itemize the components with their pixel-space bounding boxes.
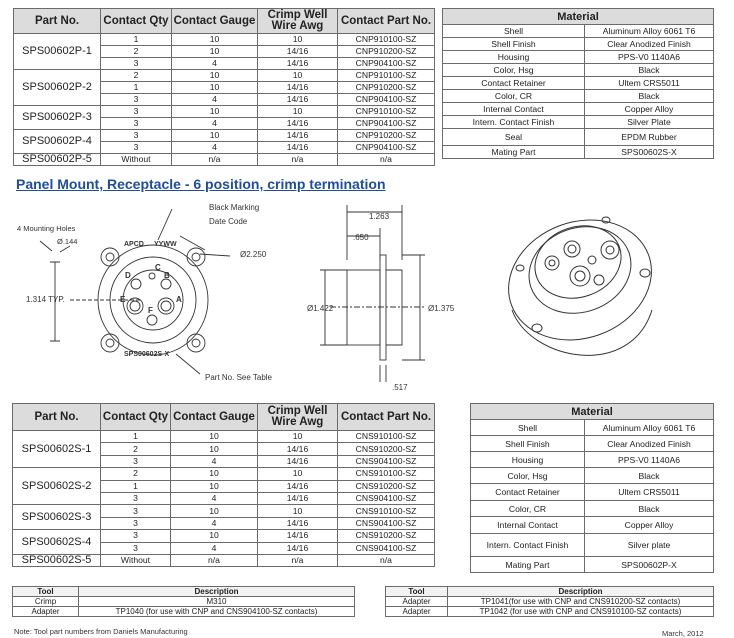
- mounting-holes-label: 4 Mounting Holes: [17, 224, 76, 233]
- material-property: Shell: [471, 420, 585, 436]
- contact-qty-cell: 3: [101, 542, 171, 554]
- material-property: Color, Hsg: [443, 64, 585, 77]
- material-value: Black: [585, 90, 714, 103]
- contact-gauge-cell: 10: [171, 443, 258, 455]
- contact-d: [131, 279, 141, 289]
- contact-gauge-cell: 10: [172, 46, 258, 58]
- crimp-well-cell: 10: [258, 106, 338, 118]
- table-row: [13, 554, 435, 566]
- dim-650: .650: [353, 233, 369, 242]
- crimp-well-cell: 14/16: [258, 46, 338, 58]
- contact-part-no-cell: CNS910200-SZ: [338, 443, 435, 455]
- material-row: [471, 436, 714, 452]
- tool-header: Tool: [13, 587, 79, 597]
- contact-gauge-cell: n/a: [172, 154, 258, 166]
- contact-qty-cell: 3: [101, 505, 171, 517]
- tool-table-left: [12, 586, 355, 617]
- typ-dimension: 1.314 TYP.: [26, 295, 65, 304]
- hole-dia-label: Ø.144: [57, 237, 78, 246]
- tool-name: Adapter: [13, 607, 79, 617]
- receptacle-body: [347, 270, 380, 345]
- table-row: [14, 130, 435, 142]
- outer-dia-label: Ø2.250: [240, 250, 267, 259]
- part-number-cell: SPS00602P-3: [14, 106, 101, 130]
- contact-part-no-cell: CNS910200-SZ: [338, 480, 435, 492]
- front-view-drawing: [0, 196, 300, 396]
- contact-gauge-cell: 10: [171, 468, 258, 480]
- part-number-cell: SPS00602S-1: [13, 431, 101, 468]
- material-property: Internal Contact: [471, 517, 585, 534]
- material-property: Color, Hsg: [471, 468, 585, 484]
- contact-part-no-cell: CNP910100-SZ: [338, 106, 435, 118]
- crimp-well-cell: 14/16: [258, 443, 338, 455]
- pin-label-e: E: [120, 295, 126, 304]
- crimp-well-cell: 14/16: [258, 118, 338, 130]
- material-table-receptacle: [470, 403, 714, 573]
- material-property: Mating Part: [471, 557, 585, 573]
- material-value: SPS00602S-X: [585, 146, 714, 159]
- header-crimp-well: [258, 9, 338, 34]
- part-marking: SPS00602S-X: [124, 351, 170, 358]
- material-value: Silver plate: [585, 534, 714, 557]
- page-title: Panel Mount, Receptacle - 6 position, crimp termination: [16, 176, 386, 192]
- contact-gauge-cell: 4: [171, 517, 258, 529]
- contact-qty-cell: 3: [101, 530, 171, 542]
- mounting-hole: [187, 248, 205, 266]
- material-row: [443, 103, 714, 116]
- material-row: [471, 501, 714, 517]
- contact-qty-cell: 2: [101, 70, 172, 82]
- material-table-plug: [442, 8, 714, 159]
- material-property: Intern. Contact Finish: [471, 534, 585, 557]
- contact-qty-cell: 1: [101, 82, 172, 94]
- contact-part-no-cell: CNP904100-SZ: [338, 58, 435, 70]
- contact-qty-cell: 3: [101, 106, 172, 118]
- contact-part-no-cell: CNS910200-SZ: [338, 530, 435, 542]
- contact-qty-cell: 3: [101, 94, 172, 106]
- contact-qty-cell: 2: [101, 443, 171, 455]
- header-part-no: Part No.: [14, 9, 101, 34]
- pin-label-a: A: [176, 295, 182, 304]
- material-property: Housing: [471, 452, 585, 468]
- contact-qty-cell: 1: [101, 431, 171, 443]
- material-value: Copper Alloy: [585, 103, 714, 116]
- header-contact-qty: Contact Qty: [101, 9, 172, 34]
- dim-1375: Ø1.375: [428, 304, 455, 313]
- header-contact-gauge: Contact Gauge: [172, 9, 258, 34]
- contact-qty-cell: 3: [101, 455, 171, 467]
- contact-qty-cell: Without: [101, 554, 171, 566]
- crimp-well-cell: 14/16: [258, 480, 338, 492]
- mounting-hole: [187, 334, 205, 352]
- part-number-cell: SPS00602S-2: [13, 468, 101, 505]
- mounting-hole: [101, 334, 119, 352]
- crimp-well-label: Crimp Well: [267, 9, 328, 21]
- contact-c: [149, 273, 155, 279]
- crimp-well-cell: 10: [258, 34, 338, 46]
- contact-f: [147, 315, 157, 325]
- tool-row: [13, 607, 355, 617]
- material-property: Housing: [443, 51, 585, 64]
- contact-gauge-cell: 4: [171, 492, 258, 504]
- contact-part-no-cell: CNS904100-SZ: [338, 492, 435, 504]
- wire-awg-label: Wire Awg: [271, 416, 324, 428]
- contact-part-no-cell: CNP910200-SZ: [338, 130, 435, 142]
- material-row: [471, 484, 714, 501]
- contact-gauge-cell: 10: [172, 34, 258, 46]
- tool-description: TP1041(for use with CNP and CNS910200-SZ contacts): [448, 597, 714, 607]
- contact-gauge-cell: 4: [172, 118, 258, 130]
- table-row: [14, 154, 435, 166]
- contact-part-no-cell: CNP910200-SZ: [338, 46, 435, 58]
- crimp-well-cell: 14/16: [258, 455, 338, 467]
- part-number-cell: SPS00602P-1: [14, 34, 101, 70]
- tool-row: [386, 607, 714, 617]
- tool-name: Adapter: [386, 607, 448, 617]
- crimp-well-cell: 14/16: [258, 530, 338, 542]
- table-row: [14, 70, 435, 82]
- contact-gauge-cell: 10: [171, 505, 258, 517]
- contact-part-no-cell: CNS910100-SZ: [338, 505, 435, 517]
- material-property: Shell: [443, 25, 585, 38]
- crimp-well-cell: 14/16: [258, 542, 338, 554]
- material-row: [443, 146, 714, 159]
- contact-gauge-cell: n/a: [171, 554, 258, 566]
- contact-qty-cell: 3: [101, 130, 172, 142]
- material-row: [443, 38, 714, 51]
- material-row: [471, 557, 714, 573]
- material-value: Aluminum Alloy 6061 T6: [585, 420, 714, 436]
- contact-gauge-cell: 4: [172, 58, 258, 70]
- contact-qty-cell: 3: [101, 517, 171, 529]
- material-value: PPS-V0 1140A6: [585, 452, 714, 468]
- side-view-drawing: [300, 200, 470, 396]
- description-header: Description: [79, 587, 355, 597]
- material-value: Black: [585, 64, 714, 77]
- footnote: Note: Tool part numbers from Daniels Manufacturing: [14, 627, 188, 636]
- black-marking-label: Black Marking: [209, 203, 260, 212]
- mounting-hole-iso: [516, 265, 524, 271]
- material-property: Shell Finish: [443, 38, 585, 51]
- contact-qty-cell: 2: [101, 468, 171, 480]
- material-row: [471, 534, 714, 557]
- material-row: [471, 468, 714, 484]
- header-part-no: Part No.: [13, 404, 101, 431]
- contact-gauge-cell: 10: [171, 530, 258, 542]
- contact-part-no-cell: n/a: [338, 154, 435, 166]
- crimp-well-cell: 14/16: [258, 142, 338, 154]
- crimp-well-cell: 14/16: [258, 82, 338, 94]
- table-row: [13, 530, 435, 542]
- contact-part-no-cell: CNS904100-SZ: [338, 517, 435, 529]
- header-contact-gauge: Contact Gauge: [171, 404, 258, 431]
- material-value: Clear Anodized Finish: [585, 436, 714, 452]
- date-code-label: Date Code: [209, 217, 248, 226]
- material-property: Contact Retainer: [443, 77, 585, 90]
- material-property: Seal: [443, 129, 585, 146]
- document-date: March, 2012: [662, 629, 704, 638]
- crimp-well-label: Crimp Well: [267, 405, 328, 417]
- table-row: [14, 106, 435, 118]
- header-contact-qty: Contact Qty: [101, 404, 171, 431]
- material-title: Material: [443, 9, 714, 25]
- material-property: Mating Part: [443, 146, 585, 159]
- brand-marking: APCD: [124, 241, 144, 248]
- part-number-cell: SPS00602S-4: [13, 530, 101, 555]
- material-title: Material: [471, 404, 714, 420]
- tool-header: Tool: [386, 587, 448, 597]
- contact-part-no-cell: n/a: [338, 554, 435, 566]
- receptacle-parts-table: [12, 403, 435, 567]
- material-value: Clear Anodized Finish: [585, 38, 714, 51]
- dim-1422: Ø1.422: [307, 304, 334, 313]
- material-property: Shell Finish: [471, 436, 585, 452]
- material-value: EPDM Rubber: [585, 129, 714, 146]
- contact-part-no-cell: CNS910100-SZ: [338, 431, 435, 443]
- contact-part-no-cell: CNP910100-SZ: [338, 34, 435, 46]
- tool-table-right: [385, 586, 714, 617]
- tool-row: [386, 597, 714, 607]
- plug-parts-table: [13, 8, 435, 166]
- contact-gauge-cell: 10: [172, 130, 258, 142]
- tool-description: M310: [79, 597, 355, 607]
- contact-qty-cell: 3: [101, 58, 172, 70]
- material-value: PPS-V0 1140A6: [585, 51, 714, 64]
- mounting-hole-iso: [640, 269, 650, 277]
- contact-b: [161, 279, 171, 289]
- material-value: Silver Plate: [585, 116, 714, 129]
- header-contact-part-no: Contact Part No.: [338, 404, 435, 431]
- pin-label-c: C: [155, 263, 161, 272]
- tool-name: Adapter: [386, 597, 448, 607]
- contact-part-no-cell: CNP904100-SZ: [338, 94, 435, 106]
- part-number-cell: SPS00602S-3: [13, 505, 101, 530]
- isometric-view-drawing: [500, 200, 670, 380]
- material-row: [443, 51, 714, 64]
- tool-name: Crimp: [13, 597, 79, 607]
- contact-gauge-cell: 4: [172, 94, 258, 106]
- contact-gauge-cell: 4: [171, 455, 258, 467]
- contact-gauge-cell: 10: [172, 70, 258, 82]
- material-property: Internal Contact: [443, 103, 585, 116]
- material-row: [443, 129, 714, 146]
- material-value: Aluminum Alloy 6061 T6: [585, 25, 714, 38]
- flange-iso: [500, 201, 668, 360]
- material-property: Intern. Contact Finish: [443, 116, 585, 129]
- material-property: Color, CR: [443, 90, 585, 103]
- crimp-well-cell: 14/16: [258, 130, 338, 142]
- tool-description: TP1040 (for use with CNP and CNS904100-SZ contacts): [79, 607, 355, 617]
- material-row: [471, 517, 714, 534]
- header-crimp-well: [258, 404, 338, 431]
- table-row: [13, 431, 435, 443]
- contact-qty-cell: 2: [101, 46, 172, 58]
- tool-description: TP1042 (for use with CNP and CNS910100-SZ contacts): [448, 607, 714, 617]
- contact-part-no-cell: CNS904100-SZ: [338, 455, 435, 467]
- table-row: [13, 505, 435, 517]
- material-property: Contact Retainer: [471, 484, 585, 501]
- material-row: [443, 116, 714, 129]
- material-row: [471, 420, 714, 436]
- contact-gauge-cell: 4: [172, 142, 258, 154]
- material-value: Ultem CRS5011: [585, 77, 714, 90]
- part-number-cell: SPS00602P-4: [14, 130, 101, 154]
- flange-side: [380, 255, 386, 360]
- contact-part-no-cell: CNP904100-SZ: [338, 142, 435, 154]
- crimp-well-cell: 10: [258, 468, 338, 480]
- material-row: [471, 452, 714, 468]
- contact-qty-cell: 1: [101, 34, 172, 46]
- contact-gauge-cell: 10: [172, 106, 258, 118]
- crimp-well-cell: 14/16: [258, 492, 338, 504]
- table-row: [14, 34, 435, 46]
- contact-gauge-cell: 10: [172, 82, 258, 94]
- contact-gauge-cell: 10: [171, 431, 258, 443]
- material-row: [443, 77, 714, 90]
- contact-part-no-cell: CNS904100-SZ: [338, 542, 435, 554]
- table-row: [13, 468, 435, 480]
- crimp-well-cell: 10: [258, 505, 338, 517]
- crimp-well-cell: n/a: [258, 554, 338, 566]
- material-value: Black: [585, 501, 714, 517]
- pin-label-d: D: [125, 271, 131, 280]
- crimp-well-cell: 10: [258, 70, 338, 82]
- contact-qty-cell: Without: [101, 154, 172, 166]
- crimp-well-cell: 14/16: [258, 517, 338, 529]
- dim-517: .517: [392, 383, 408, 392]
- header-contact-part-no: Contact Part No.: [338, 9, 435, 34]
- material-value: SPS00602P-X: [585, 557, 714, 573]
- contact-part-no-cell: CNP904100-SZ: [338, 118, 435, 130]
- description-header: Description: [448, 587, 714, 597]
- contact-qty-cell: 1: [101, 480, 171, 492]
- pin-label-f: F: [148, 306, 153, 315]
- contact-a: [158, 298, 174, 314]
- pin-label-b: B: [164, 271, 170, 280]
- mounting-hole-iso: [602, 217, 610, 223]
- material-property: Color, CR: [471, 501, 585, 517]
- material-row: [443, 64, 714, 77]
- crimp-well-cell: 10: [258, 431, 338, 443]
- tool-row: [13, 597, 355, 607]
- contact-qty-cell: 3: [101, 118, 172, 130]
- crimp-well-cell: n/a: [258, 154, 338, 166]
- material-value: Copper Alloy: [585, 517, 714, 534]
- material-row: [443, 25, 714, 38]
- dim-1263: 1.263: [369, 212, 390, 221]
- part-number-cell: SPS00602S-5: [13, 554, 101, 566]
- material-value: Ultem CRS5011: [585, 484, 714, 501]
- mounting-hole: [101, 248, 119, 266]
- material-value: Black: [585, 468, 714, 484]
- see-table-label: Part No. See Table: [205, 373, 273, 382]
- material-row: [443, 90, 714, 103]
- part-number-cell: SPS00602P-5: [14, 154, 101, 166]
- contact-e: [127, 298, 143, 314]
- contact-qty-cell: 3: [101, 492, 171, 504]
- part-number-cell: SPS00602P-2: [14, 70, 101, 106]
- wire-awg-label: Wire Awg: [271, 20, 324, 32]
- mounting-hole-iso: [532, 324, 542, 332]
- contact-qty-cell: 3: [101, 142, 172, 154]
- crimp-well-cell: 14/16: [258, 58, 338, 70]
- contact-part-no-cell: CNS910100-SZ: [338, 468, 435, 480]
- contact-gauge-cell: 4: [171, 542, 258, 554]
- yyww-marking: YYWW: [154, 241, 177, 248]
- contact-gauge-cell: 10: [171, 480, 258, 492]
- crimp-well-cell: 14/16: [258, 94, 338, 106]
- contact-part-no-cell: CNP910200-SZ: [338, 82, 435, 94]
- contact-part-no-cell: CNP910100-SZ: [338, 70, 435, 82]
